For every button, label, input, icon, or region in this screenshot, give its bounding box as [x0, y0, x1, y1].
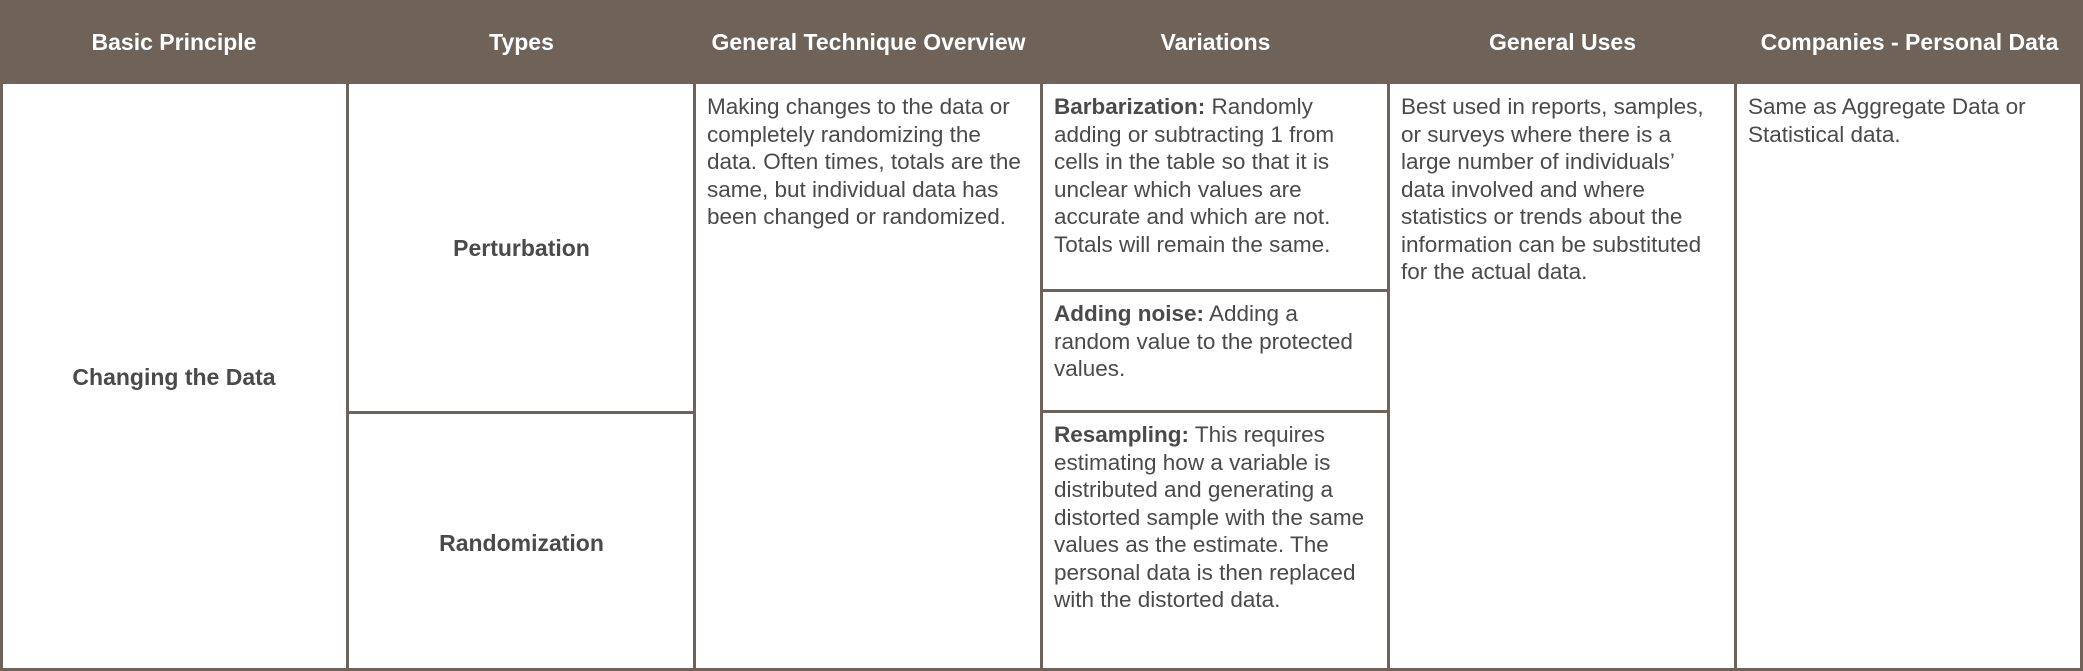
variation-term: Adding noise:	[1054, 301, 1204, 326]
row-divider-variations	[1042, 410, 1389, 413]
column-divider	[1387, 0, 1390, 671]
basic-principle-cell: Changing the Data	[0, 84, 348, 671]
variation-adding-noise	[1042, 291, 1389, 411]
variation-text: Adding a random value to the protected values.	[1054, 301, 1353, 381]
table-border-left	[0, 0, 3, 671]
technique-overview-cell: Making changes to the data or completely randomizing the data. Often times, totals are the same, but individual data has been changed or randomized.	[695, 84, 1042, 671]
column-divider	[346, 0, 349, 671]
variation-resampling	[1042, 412, 1389, 671]
header-technique-overview: General Technique Overview	[695, 0, 1042, 84]
general-uses-cell: Best used in reports, samples, or surveys where there is a large number of individuals’ data involved and where statistics or trends about the information can be substituted for the actual data.	[1389, 84, 1736, 671]
row-divider-types	[348, 411, 695, 414]
variation-text: This requires estimating how a variable is distributed and generating a distorted sample with the same values as the estimate. The personal data is then replaced with the distorted data.	[1054, 422, 1365, 612]
type-randomization: Randomization	[348, 415, 695, 671]
column-divider	[693, 0, 696, 671]
column-divider	[1734, 0, 1737, 671]
companies-personal-data-cell: Same as Aggregate Data or Statistical data.	[1736, 84, 2083, 671]
variation-text: Randomly adding or subtracting 1 from cells in the table so that it is unclear which values are accurate and which are not. Totals will remain the same.	[1054, 94, 1335, 257]
row-divider-variations	[1042, 289, 1389, 292]
header-companies-personal-data: Companies - Personal Data	[1736, 0, 2083, 84]
header-variations: Variations	[1042, 0, 1389, 84]
type-perturbation: Perturbation	[348, 84, 695, 412]
variation-term: Barbarization:	[1054, 94, 1206, 119]
variation-barbarization	[1042, 84, 1389, 290]
variation-term: Resampling:	[1054, 422, 1190, 447]
header-general-uses: General Uses	[1389, 0, 1736, 84]
column-divider	[1040, 0, 1043, 671]
header-types: Types	[348, 0, 695, 84]
header-basic-principle: Basic Principle	[0, 0, 348, 84]
